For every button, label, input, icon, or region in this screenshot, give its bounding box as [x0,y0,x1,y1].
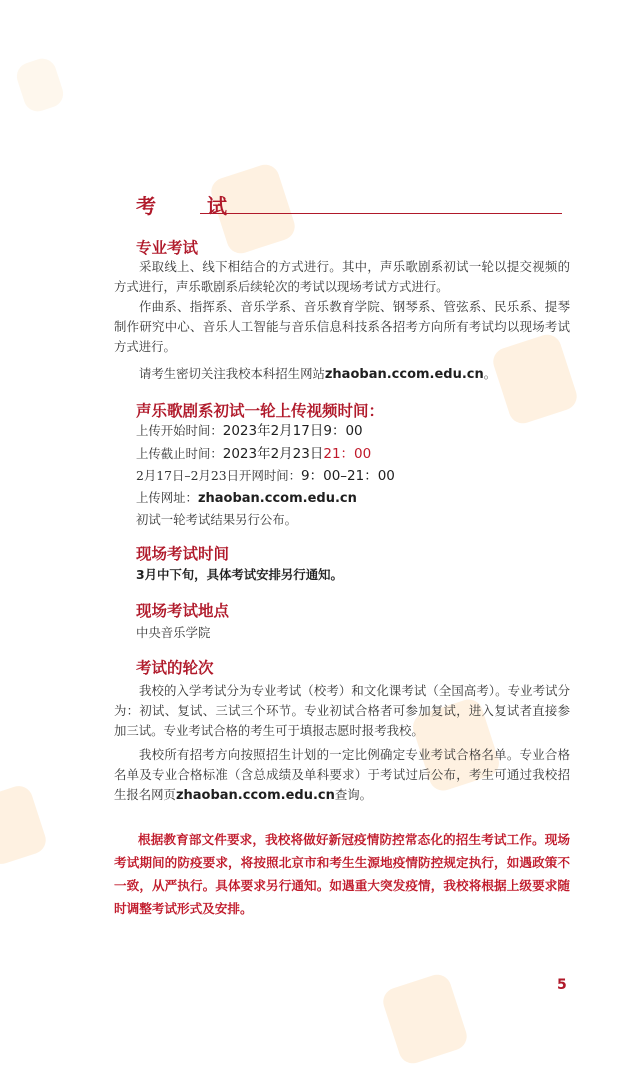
para3-prefix: 请考生密切关注我校本科招生网站 [139,366,325,381]
rounds-para1: 我校的入学考试分为专业考试（校考）和文化课考试（全国高考）。专业考试分为：初试、复试、三试三个环节。专业初试合格者可参加复试，进入复试者直接参加三试。专业考试合格的考生可于填报志愿时报考我校。 [114,683,570,738]
upload-end-date: 2023年2月23日 [222,446,324,462]
upload-end-time: 21：00 [323,446,372,462]
section-title: 考 试 [136,194,249,218]
upload-end-label: 上传截止时间： [136,446,223,461]
upload-end-line [136,444,371,464]
professional-exam-heading: 专业考试 [136,239,199,257]
rounds-para2-suffix: 查询。 [334,787,373,802]
upload-url-line [136,488,357,509]
rounds-para2 [114,745,570,806]
upload-start-label: 上传开始时间： [136,423,223,438]
title-rule [200,213,562,214]
rounds-para2-prefix: 我校所有招考方向按照招生计划的一定比例确定专业考试合格名单。专业合格名单及专业合格标准（含总成绩及单科要求）于考试过后公布，考生可通过我校招生报名网页 [114,747,570,802]
professional-exam-para3 [114,364,570,385]
onsite-place-text: 中央音乐学院 [136,625,211,640]
professional-exam-para2: 作曲系、指挥系、音乐学系、音乐教育学院、钢琴系、管弦系、民乐系、提琴制作研究中心、音乐人工智能与音乐信息科技系各招考方向所有考试均以现场考试方式进行。 [114,299,570,354]
result-note: 初试一轮考试结果另行公布。 [136,512,298,527]
para3-suffix: 。 [483,366,497,381]
upload-start-value: 2023年2月17日9：00 [222,423,363,439]
open-hours-line [136,466,395,486]
open-hours-label: 2月17日–2月23日开网时间： [136,468,302,483]
video-upload-heading: 声乐歌剧系初试一轮上传视频时间： [136,402,385,420]
upload-url-label: 上传网址： [136,490,198,505]
epidemic-notice: 根据教育部文件要求，我校将做好新冠疫情防控常态化的招生考试工作。现场考试期间的防疫要求，将按照北京市和考生生源地疫情防控规定执行，如遇政策不一致，从严执行。具体要求另行通知。如遇重大突发疫情，我校将根据上级要求随时调整考试形式及安排。 [114,832,570,916]
upload-start-line [136,421,363,441]
page-number: 5 [557,977,567,993]
upload-url-link[interactable]: zhaoban.ccom.edu.cn [197,491,357,506]
onsite-time-heading: 现场考试时间 [136,545,230,563]
open-hours-value: 9：00–21：00 [301,468,395,484]
rounds-site-link[interactable]: zhaoban.ccom.edu.cn [175,788,335,803]
admission-site-link[interactable]: zhaoban.ccom.edu.cn [324,367,484,382]
professional-exam-para1: 采取线上、线下相结合的方式进行。其中，声乐歌剧系初试一轮以提交视频的方式进行，声乐歌剧系后续轮次的考试以现场考试方式进行。 [114,259,570,294]
onsite-time-text: 3月中下旬，具体考试安排另行通知。 [136,567,343,582]
onsite-place-heading: 现场考试地点 [136,602,230,620]
rounds-heading: 考试的轮次 [136,659,214,677]
